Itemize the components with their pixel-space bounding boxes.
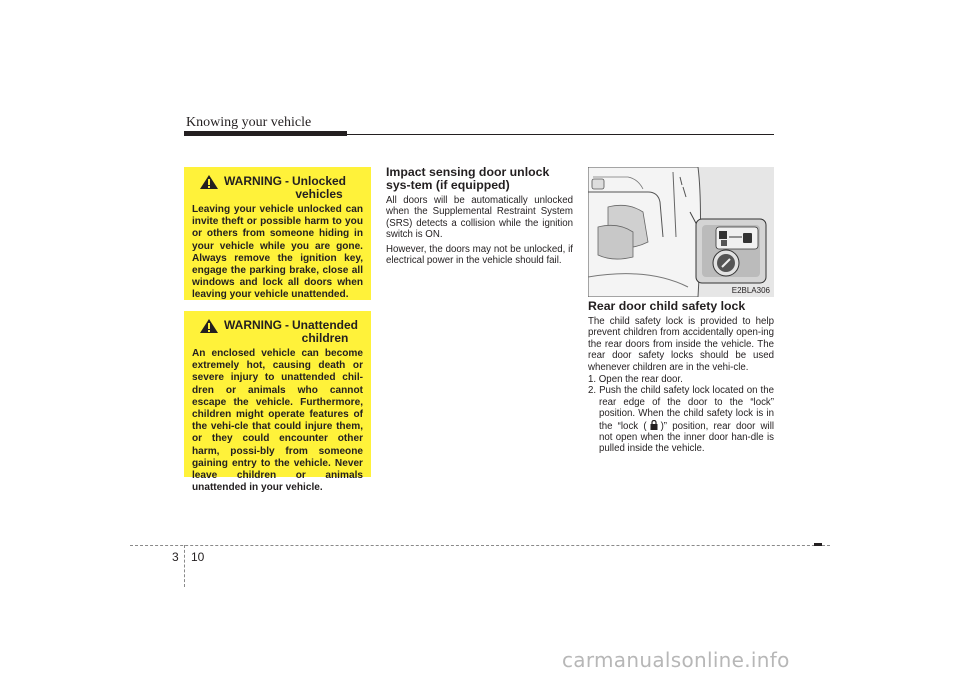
impact-sensing-heading: Impact sensing door unlock sys-tem (if equipped) bbox=[386, 165, 550, 192]
child-lock-heading: Rear door child safety lock bbox=[588, 299, 746, 313]
lock-icon bbox=[649, 420, 659, 430]
warning-subtitle-line1: Unlocked bbox=[292, 174, 347, 188]
warning-body: An enclosed vehicle can become extremely hot, causing death or severe injury to unattended chil-dren or animals who cannot escape the vehicle. Furthermore, children might operate features of the vehi-cle that could injure them, or they could encounter other harm, possi-bly from someone gaining entry to the vehicle. Never leave children or animals unattended in your vehicle. bbox=[192, 348, 363, 494]
rear-door-drawing bbox=[588, 167, 774, 297]
header-rule-thick bbox=[184, 131, 347, 136]
figure-code: E2BLA306 bbox=[731, 286, 770, 295]
footer-divider bbox=[184, 545, 185, 587]
child-lock-step-1: 1. Open the rear door. bbox=[588, 374, 683, 386]
watermark: carmanualsonline.info bbox=[562, 648, 790, 672]
child-lock-switch-icon bbox=[716, 227, 758, 249]
warning-word: WARNING bbox=[224, 318, 282, 332]
warning-subtitle bbox=[292, 175, 346, 201]
warning-triangle-icon bbox=[200, 175, 218, 189]
footer-rule-end-mark bbox=[814, 543, 822, 546]
warning-body: Leaving your vehicle unlocked can invite theft or possible harm to you or others from someone hiding in your vehicle while you are gone. Always remove the ignition key, engage the parking brake, close all windows and lock all doors when leaving your vehicle unattended. bbox=[192, 204, 363, 301]
footer-page-number: 10 bbox=[191, 550, 205, 564]
warning-dash: - bbox=[285, 318, 289, 332]
warning-subtitle-line2: vehicles bbox=[295, 187, 343, 201]
warning-box-unattended-children bbox=[184, 311, 371, 494]
warning-heading bbox=[192, 175, 363, 201]
footer-rule bbox=[130, 545, 830, 546]
footer-section-number: 3 bbox=[172, 550, 179, 564]
warning-subtitle-line2: children bbox=[301, 331, 349, 345]
child-lock-step-2 bbox=[588, 385, 774, 454]
header-rule-thin bbox=[347, 134, 774, 135]
impact-sensing-para2: However, the doors may not be unlocked, if electrical power in the vehicle should fail. bbox=[386, 243, 573, 267]
warning-triangle-icon bbox=[200, 319, 218, 333]
warning-box-unlocked-vehicles bbox=[184, 167, 371, 300]
warning-heading bbox=[192, 319, 363, 345]
impact-sensing-para1: All doors will be automatically unlocked when the Supplemental Restraint System (SRS) detects a collision while the ignition switch is ON. bbox=[386, 195, 573, 241]
child-lock-illustration bbox=[588, 167, 774, 297]
child-lock-intro: The child safety lock is provided to help prevent children from accidentally open-ing the rear doors from inside the vehicle. The rear door safety locks should be used whenever children are in the vehi-cle. bbox=[588, 316, 774, 373]
child-lock-step-2-before: 2. Push the child safety lock located on the rear edge of the door to the “lock” position. When the child safety lock is in the “lock ( bbox=[588, 385, 774, 432]
child-lock-section bbox=[588, 300, 774, 455]
child-lock-step-2-after: )” position, rear door will not open when the inner door han-dle is pulled inside the vehicle. bbox=[599, 420, 774, 455]
warning-subtitle bbox=[292, 319, 358, 345]
impact-sensing-section bbox=[386, 166, 573, 269]
page-header-title: Knowing your vehicle bbox=[186, 115, 312, 130]
warning-word: WARNING bbox=[224, 174, 282, 188]
warning-subtitle-line1: Unattended bbox=[292, 318, 358, 332]
warning-dash: - bbox=[285, 174, 289, 188]
